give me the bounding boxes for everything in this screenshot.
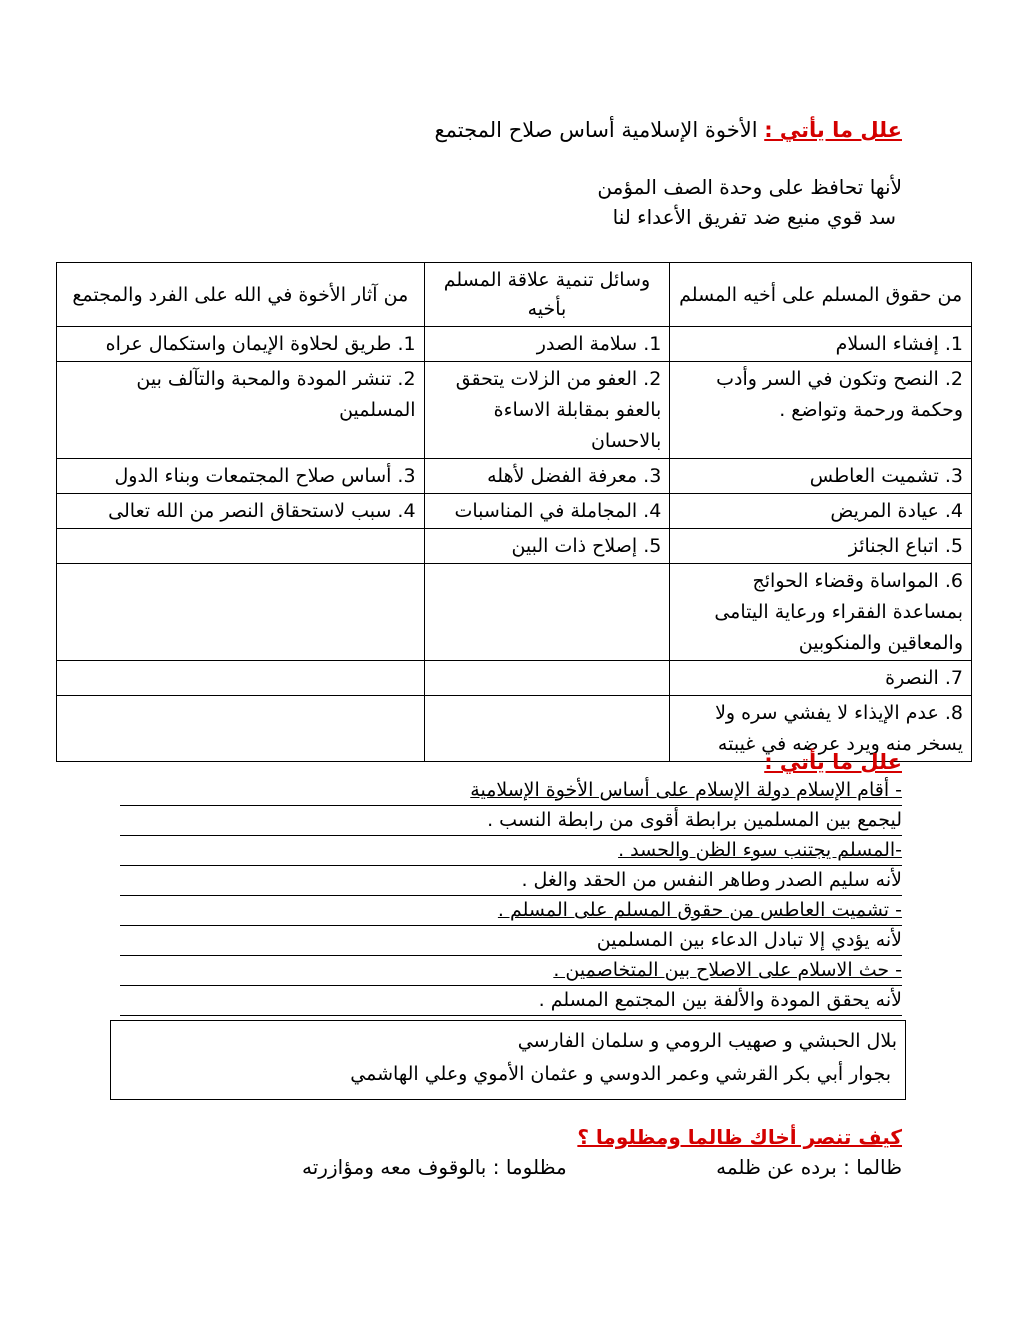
question-3 [577, 1125, 902, 1149]
table-cell: 2. تنشر المودة والمحبة والتآلف بين المسلمين [57, 362, 425, 459]
reason-answer: لأنه يحقق المودة والألفة بين المجتمع المسلم . [120, 986, 902, 1016]
answer-oppressed: مظلوما : بالوقوف معه ومؤازرته [302, 1155, 567, 1179]
table-cell: 2. العفو من الزلات يتحقق بالعفو بمقابلة الاساءة بالاحسان [424, 362, 670, 459]
reason-question [120, 956, 902, 986]
reason-question [120, 896, 902, 926]
table-cell [57, 529, 425, 564]
table-cell [57, 661, 425, 696]
table-cell: 1. إفشاء السلام [670, 327, 972, 362]
reason-answer: لأنه سليم الصدر وطاهر النفس من الحقد والغل . [120, 866, 902, 896]
reason-answer: ليجمع بين المسلمين برابطة أقوى من رابطة النسب . [120, 806, 902, 836]
brotherhood-table [56, 262, 972, 762]
table-cell [57, 564, 425, 661]
table-cell: 8. عدم الإيذاء لا يفشي سره ولا يسخر منه ويرد عرضه في غيبته [670, 696, 972, 762]
reason-question-text: - أقام الإسلام دولة الإسلام على أساس الأخوة الإسلامية [470, 779, 902, 801]
question-3-text: كيف تنصر أخاك ظالما ومظلوما ؟ [577, 1125, 902, 1149]
table-cell: 4. سبب لاستحقاق النصر من الله تعالى [57, 494, 425, 529]
answer-1 [597, 172, 902, 232]
header-effects: من آثار الأخوة في الله على الفرد والمجتمع [57, 263, 425, 327]
table-cell: 3. معرفة الفضل لأهله [424, 459, 670, 494]
table-row [57, 661, 972, 696]
table-row [57, 529, 972, 564]
answer-3 [302, 1155, 902, 1179]
reason-question [120, 776, 902, 806]
table-cell: 5. اتباع الجنائز [670, 529, 972, 564]
answer-oppressor: ظالما : برده عن ظلمه [716, 1155, 902, 1179]
companions-line-1: بلال الحبشي و صهيب الرومي و سلمان الفارسي [517, 1030, 897, 1052]
reason-answer: لأنه يؤدي إلا تبادل الدعاء بين المسلمين [120, 926, 902, 956]
table-cell: 6. المواساة وقضاء الحوائج بمساعدة الفقراء ورعاية اليتامى والمعاقين والمنكوبين [670, 564, 972, 661]
question-1 [434, 118, 902, 142]
table-row [57, 459, 972, 494]
table-cell: 1. طريق لحلاوة الإيمان واستكمال عراه [57, 327, 425, 362]
header-rights: من حقوق المسلم على أخيه المسلم [670, 263, 972, 327]
reason-question [120, 836, 902, 866]
answer-1-line-1: لأنها تحافظ على وحدة الصف المؤمن [597, 175, 902, 199]
companions-box [110, 1020, 906, 1100]
table-cell: 3. تشميت العاطس [670, 459, 972, 494]
table-cell: 7. النصرة [670, 661, 972, 696]
table-cell: 2. النصح وتكون في السر وأدب وحكمة ورحمة وتواضع . [670, 362, 972, 459]
table-row [57, 564, 972, 661]
question-1-label: علل ما يأتي : [764, 118, 902, 142]
reasons-label: علل ما يأتي : [764, 750, 902, 774]
table-cell: 5. إصلاح ذات البين [424, 529, 670, 564]
reason-question-text: -المسلم يجتنب سوء الظن والحسد . [618, 839, 902, 861]
table-cell: 4. عيادة المريض [670, 494, 972, 529]
table-cell: 1. سلامة الصدر [424, 327, 670, 362]
reasons-section [120, 750, 902, 1016]
table-row [57, 494, 972, 529]
question-1-text: الأخوة الإسلامية أساس صلاح المجتمع [434, 118, 765, 142]
table-cell: 3. أساس صلاح المجتمعات وبناء الدول [57, 459, 425, 494]
reason-question-text: - تشميت العاطس من حقوق المسلم على المسلم . [497, 899, 902, 921]
answer-1-line-2: سد قوي منيع ضد تفريق الأعداء لنا [612, 205, 896, 229]
reason-question-text: - حث الاسلام على الاصلاح بين المتخاصمين . [553, 959, 902, 981]
table-cell: 4. المجاملة في المناسبات [424, 494, 670, 529]
table-cell [424, 564, 670, 661]
table-row [57, 362, 972, 459]
table-header-row [57, 263, 972, 327]
table-cell [424, 661, 670, 696]
table-row [57, 327, 972, 362]
companions-line-2: بجوار أبي بكر القرشي وعمر الدوسي و عثمان الأموي وعلي الهاشمي [350, 1063, 891, 1085]
header-means: وسائل تنمية علاقة المسلم بأخيه [424, 263, 670, 327]
